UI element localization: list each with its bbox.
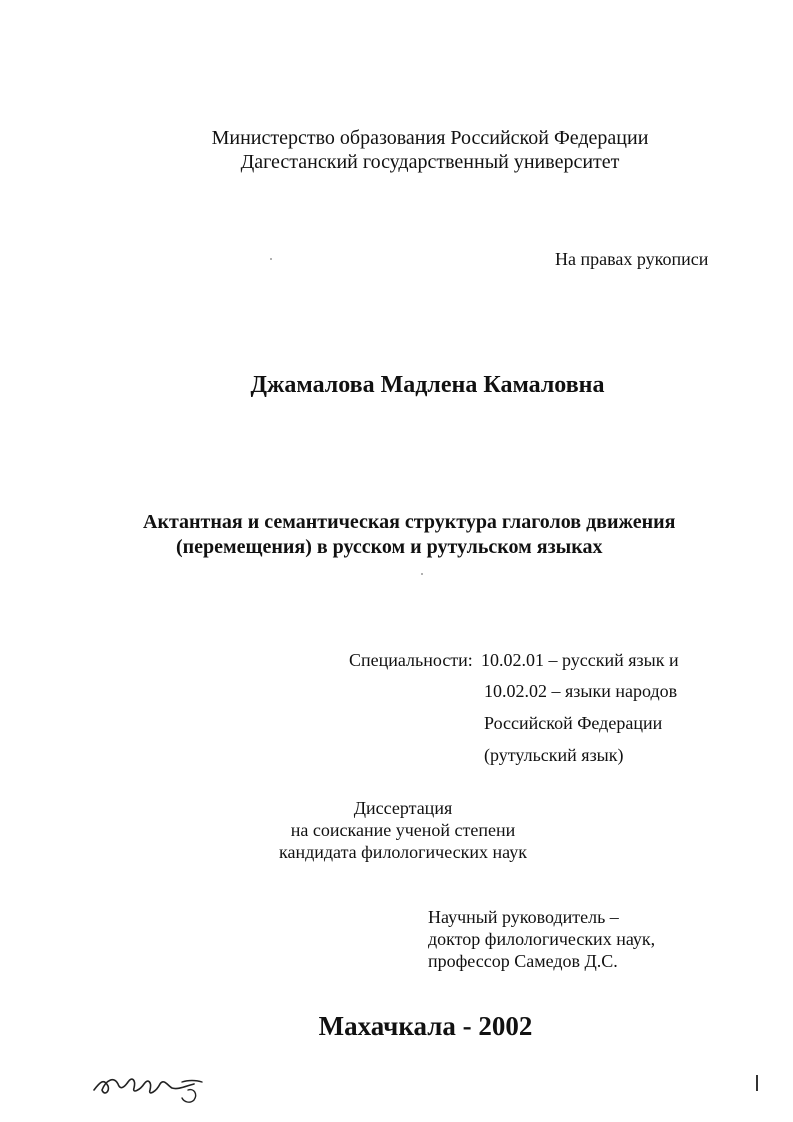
dissertation-line-1: Диссертация [353, 798, 453, 818]
scan-speck [421, 573, 423, 575]
scan-artifact-mark [756, 1075, 758, 1091]
thesis-title-line-1: Актантная и семантическая структура глаголов движения [143, 511, 676, 533]
specialty-line-2: 10.02.02 – языки народов [484, 681, 678, 701]
handwritten-signature [90, 1060, 210, 1110]
supervisor-line-3: профессор Самедов Д.С. [428, 951, 618, 971]
specialties-label: Специальности: [349, 650, 473, 670]
city-year: Махачкала - 2002 [318, 1011, 533, 1041]
dissertation-line-2: на соискание ученой степени [290, 820, 516, 840]
dissertation-line-3: кандидата филологических наук [279, 842, 527, 862]
ministry-name: Министерство образования Российской Федерации [211, 127, 649, 149]
author-name: Джамалова Мадлена Камаловна [250, 372, 605, 398]
specialty-line-3: Российской Федерации [484, 713, 663, 733]
manuscript-note: На правах рукописи [555, 249, 709, 269]
university-name: Дагестанский государственный университет [240, 151, 620, 173]
scan-speck [270, 258, 272, 260]
thesis-title-line-2: (перемещения) в русском и рутульском языках [176, 536, 603, 558]
specialty-line-4: (рутульский язык) [484, 745, 624, 765]
specialty-line-1: 10.02.01 – русский язык и [481, 650, 679, 670]
supervisor-line-1: Научный руководитель – [428, 907, 619, 927]
supervisor-line-2: доктор филологических наук, [428, 929, 656, 949]
